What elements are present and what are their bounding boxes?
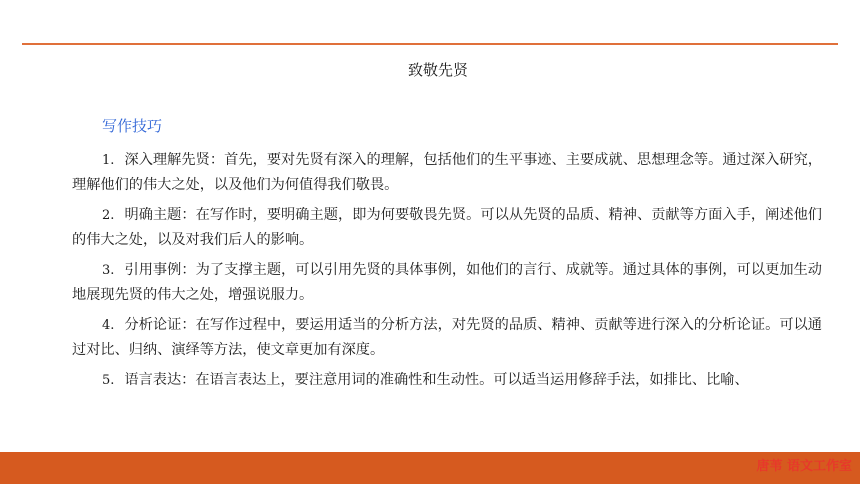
list-item (72, 148, 822, 197)
footer-brand: 唐苇 语文工作室 (756, 459, 852, 474)
item-text: 语言表达：在语言表达上，要注意用词的准确性和生动性。可以适当运用修辞手法，如排比、比喻、 (124, 372, 749, 388)
section-heading: 写作技巧 (102, 117, 163, 135)
list-item (72, 313, 822, 362)
list-item (72, 368, 822, 393)
item-text: 引用事例：为了支撑主题，可以引用先贤的具体事例，如他们的言行、成就等。通过具体的事例，可以更加生动地展现先贤的伟大之处，增强说服力。 (72, 262, 822, 303)
item-text: 分析论证：在写作过程中，要运用适当的分析方法，对先贤的品质、精神、贡献等进行深入的分析论证。可以通过对比、归纳、演绎等方法，使文章更加有深度。 (72, 317, 822, 358)
item-number: 2. (102, 208, 115, 223)
item-number: 3. (102, 263, 115, 278)
item-text: 明确主题：在写作时，要明确主题，即为何要敬畏先贤。可以从先贤的品质、精神、贡献等方面入手，阐述他们的伟大之处，以及对我们后人的影响。 (72, 207, 822, 248)
header-divider (22, 43, 838, 45)
item-text: 深入理解先贤：首先，要对先贤有深入的理解，包括他们的生平事迹、主要成就、思想理念等。通过深入研究，理解他们的伟大之处，以及他们为何值得我们敬畏。 (72, 152, 822, 193)
tips-list (72, 148, 822, 399)
item-number: 4. (102, 318, 115, 333)
list-item (72, 258, 822, 307)
page-title: 致敬先贤 (407, 61, 468, 79)
list-item (72, 203, 822, 252)
footer-bar (0, 452, 860, 484)
item-number: 1. (102, 153, 115, 168)
item-number: 5. (102, 373, 115, 388)
